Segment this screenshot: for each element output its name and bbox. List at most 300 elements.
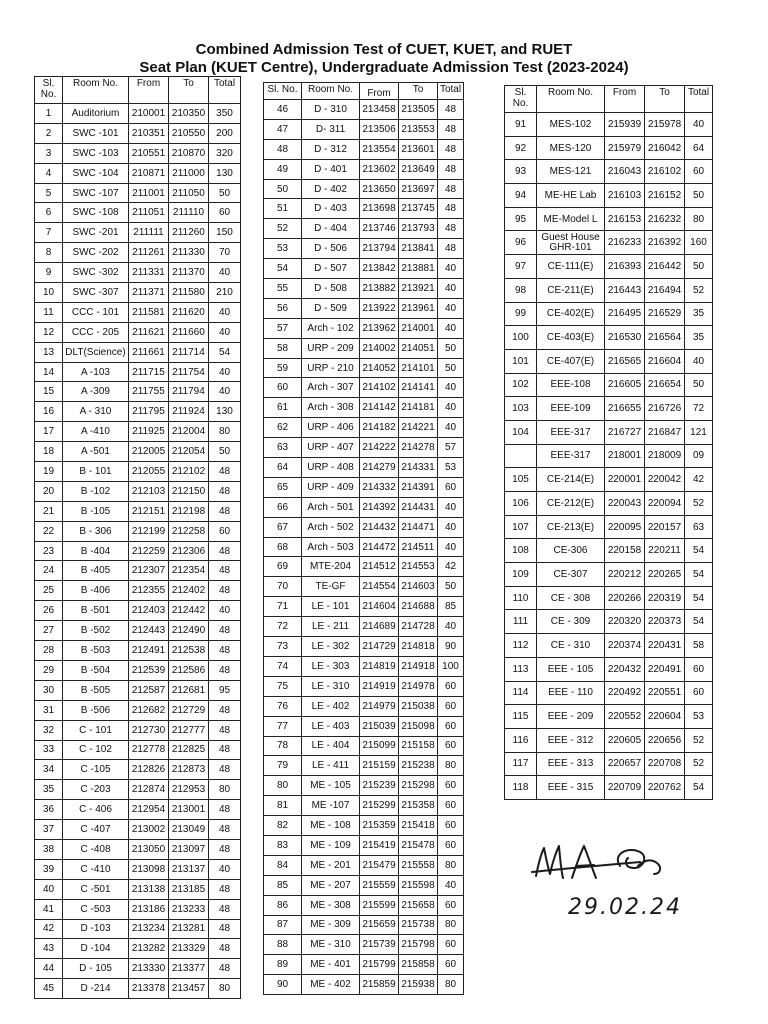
cell-to: 220656 <box>645 728 685 752</box>
cell-from: 210871 <box>129 163 169 183</box>
cell-from: 215979 <box>605 136 645 160</box>
cell-to: 211714 <box>169 342 209 362</box>
cell-sl-no: 49 <box>264 159 302 179</box>
table-row <box>35 362 241 382</box>
cell-from: 214392 <box>360 497 399 517</box>
cell-room-no: LE - 402 <box>302 696 360 716</box>
cell-from: 220492 <box>605 681 645 705</box>
cell-sl-no: 98 <box>505 278 537 302</box>
cell-total: 48 <box>209 581 241 601</box>
cell-total: 60 <box>438 736 464 756</box>
cell-sl-no: 95 <box>505 207 537 231</box>
cell-total: 100 <box>438 656 464 676</box>
cell-sl-no: 21 <box>35 501 63 521</box>
table-row <box>35 959 241 979</box>
table-row <box>35 402 241 422</box>
cell-from: 220374 <box>605 634 645 658</box>
cell-from: 213882 <box>360 279 399 299</box>
cell-sl-no: 29 <box>35 660 63 680</box>
table-row <box>505 302 713 326</box>
table-row <box>264 915 464 935</box>
table-row <box>264 895 464 915</box>
cell-room-no: EEE-317 <box>537 444 605 468</box>
cell-to: 216726 <box>645 397 685 421</box>
cell-room-no: B -502 <box>63 621 129 641</box>
cell-total: 48 <box>209 541 241 561</box>
cell-from: 210351 <box>129 123 169 143</box>
cell-from: 210551 <box>129 143 169 163</box>
table-row <box>505 397 713 421</box>
cell-total: 40 <box>438 617 464 637</box>
cell-to: 216564 <box>645 326 685 350</box>
cell-room-no: URP - 209 <box>302 338 360 358</box>
cell-from: 216103 <box>605 184 645 208</box>
cell-to: 214051 <box>399 338 438 358</box>
cell-room-no: EEE - 209 <box>537 705 605 729</box>
cell-total: 40 <box>209 601 241 621</box>
cell-to: 214101 <box>399 358 438 378</box>
cell-to: 214818 <box>399 637 438 657</box>
table-row <box>264 676 464 696</box>
cell-total: 80 <box>438 975 464 995</box>
cell-room-no: EEE - 110 <box>537 681 605 705</box>
cell-to: 213601 <box>399 139 438 159</box>
cell-from: 213186 <box>129 899 169 919</box>
cell-total: 40 <box>685 349 713 373</box>
table-row <box>264 617 464 637</box>
table-row <box>505 492 713 516</box>
cell-total: 320 <box>209 143 241 163</box>
cell-total: 85 <box>438 597 464 617</box>
cell-room-no: D- 311 <box>302 119 360 139</box>
cell-from: 212403 <box>129 601 169 621</box>
table-row <box>505 207 713 231</box>
cell-sl-no: 8 <box>35 243 63 263</box>
table-row <box>35 899 241 919</box>
seat-plan-table-part-1 <box>34 76 241 999</box>
table-row <box>505 657 713 681</box>
cell-from: 211261 <box>129 243 169 263</box>
cell-from: 215239 <box>360 776 399 796</box>
cell-sl-no: 106 <box>505 492 537 516</box>
cell-room-no: B -505 <box>63 680 129 700</box>
col-header-from: From <box>605 86 645 113</box>
table-row <box>505 610 713 634</box>
cell-to: 214918 <box>399 656 438 676</box>
cell-to: 215858 <box>399 955 438 975</box>
cell-from: 214819 <box>360 656 399 676</box>
cell-total: 40 <box>438 378 464 398</box>
cell-to: 216494 <box>645 278 685 302</box>
cell-sl-no: 24 <box>35 561 63 581</box>
table-row <box>35 820 241 840</box>
cell-room-no: EEE - 313 <box>537 752 605 776</box>
cell-sl-no: 74 <box>264 656 302 676</box>
table-row <box>35 700 241 720</box>
cell-to: 213097 <box>169 839 209 859</box>
cell-room-no: LE - 211 <box>302 617 360 637</box>
cell-room-no: B -501 <box>63 601 129 621</box>
cell-total: 40 <box>209 859 241 879</box>
cell-total: 50 <box>438 358 464 378</box>
cell-sl-no: 47 <box>264 119 302 139</box>
table-row <box>35 839 241 859</box>
cell-to: 214278 <box>399 438 438 458</box>
cell-total: 52 <box>685 278 713 302</box>
cell-from: 211051 <box>129 203 169 223</box>
cell-sl-no: 115 <box>505 705 537 729</box>
cell-sl-no: 86 <box>264 895 302 915</box>
cell-sl-no: 100 <box>505 326 537 350</box>
cell-to: 215598 <box>399 875 438 895</box>
cell-room-no: ME - 402 <box>302 975 360 995</box>
cell-sl-no: 28 <box>35 641 63 661</box>
cell-room-no: URP - 407 <box>302 438 360 458</box>
cell-sl-no: 93 <box>505 160 537 184</box>
cell-room-no: CE-212(E) <box>537 492 605 516</box>
cell-total: 60 <box>438 696 464 716</box>
cell-sl-no: 46 <box>264 100 302 120</box>
cell-total: 50 <box>209 183 241 203</box>
cell-room-no: ME - 109 <box>302 835 360 855</box>
cell-room-no: CE - 308 <box>537 586 605 610</box>
cell-room-no: D - 401 <box>302 159 360 179</box>
cell-sl-no: 37 <box>35 820 63 840</box>
cell-from: 215599 <box>360 895 399 915</box>
cell-sl-no: 26 <box>35 601 63 621</box>
cell-from: 212103 <box>129 481 169 501</box>
table-row <box>505 586 713 610</box>
cell-sl-no: 78 <box>264 736 302 756</box>
cell-sl-no: 117 <box>505 752 537 776</box>
cell-room-no: C -408 <box>63 839 129 859</box>
cell-to: 218009 <box>645 444 685 468</box>
cell-sl-no: 35 <box>35 780 63 800</box>
cell-total: 60 <box>685 160 713 184</box>
cell-to: 212681 <box>169 680 209 700</box>
cell-to: 216529 <box>645 302 685 326</box>
cell-from: 212443 <box>129 621 169 641</box>
cell-total: 48 <box>438 219 464 239</box>
cell-room-no: B - 306 <box>63 521 129 541</box>
cell-to: 214221 <box>399 418 438 438</box>
table-row <box>35 481 241 501</box>
cell-room-no: CE - 310 <box>537 634 605 658</box>
cell-sl-no: 10 <box>35 283 63 303</box>
cell-sl-no: 33 <box>35 740 63 760</box>
cell-sl-no: 79 <box>264 756 302 776</box>
table-row <box>264 517 464 537</box>
cell-sl-no: 85 <box>264 875 302 895</box>
table-row <box>264 696 464 716</box>
cell-to: 213921 <box>399 279 438 299</box>
cell-total: 58 <box>685 634 713 658</box>
cell-room-no: LE - 101 <box>302 597 360 617</box>
cell-to: 216847 <box>645 420 685 444</box>
cell-room-no: TE-GF <box>302 577 360 597</box>
cell-from: 212199 <box>129 521 169 541</box>
cell-sl-no: 109 <box>505 563 537 587</box>
cell-sl-no: 50 <box>264 179 302 199</box>
cell-total: 150 <box>209 223 241 243</box>
cell-from: 220001 <box>605 468 645 492</box>
cell-room-no: D - 403 <box>302 199 360 219</box>
table-row <box>35 660 241 680</box>
cell-sl-no: 65 <box>264 477 302 497</box>
cell-room-no: EEE-108 <box>537 373 605 397</box>
cell-to: 212198 <box>169 501 209 521</box>
cell-to: 215938 <box>399 975 438 995</box>
table-row <box>35 143 241 163</box>
cell-room-no: ME - 207 <box>302 875 360 895</box>
cell-sl-no: 90 <box>264 975 302 995</box>
cell-to: 215098 <box>399 716 438 736</box>
cell-to: 213233 <box>169 899 209 919</box>
cell-room-no: URP - 408 <box>302 458 360 478</box>
cell-sl-no: 113 <box>505 657 537 681</box>
handwritten-signature <box>528 838 708 920</box>
cell-from: 215859 <box>360 975 399 995</box>
cell-from: 220158 <box>605 539 645 563</box>
table-row <box>264 378 464 398</box>
table-row <box>35 581 241 601</box>
cell-room-no: B - 101 <box>63 462 129 482</box>
cell-room-no: CE-213(E) <box>537 515 605 539</box>
table-row <box>505 539 713 563</box>
cell-from: 212491 <box>129 641 169 661</box>
cell-from: 215099 <box>360 736 399 756</box>
cell-from: 212151 <box>129 501 169 521</box>
cell-total: 72 <box>685 397 713 421</box>
cell-from: 213050 <box>129 839 169 859</box>
cell-to: 212873 <box>169 760 209 780</box>
cell-to: 215358 <box>399 796 438 816</box>
table-row <box>505 160 713 184</box>
cell-total: 80 <box>438 915 464 935</box>
cell-from: 216153 <box>605 207 645 231</box>
cell-total: 40 <box>438 298 464 318</box>
cell-from: 213554 <box>360 139 399 159</box>
cell-from: 216233 <box>605 231 645 255</box>
cell-from: 216530 <box>605 326 645 350</box>
cell-room-no: Arch - 308 <box>302 398 360 418</box>
cell-total: 48 <box>209 939 241 959</box>
cell-total: 80 <box>438 855 464 875</box>
cell-to: 212953 <box>169 780 209 800</box>
cell-to: 214141 <box>399 378 438 398</box>
cell-room-no: C -203 <box>63 780 129 800</box>
cell-room-no: ME-HE Lab <box>537 184 605 208</box>
table-row <box>264 557 464 577</box>
cell-sl-no: 89 <box>264 955 302 975</box>
cell-from: 214472 <box>360 537 399 557</box>
cell-total: 40 <box>438 259 464 279</box>
cell-sl-no: 41 <box>35 899 63 919</box>
cell-from: 214689 <box>360 617 399 637</box>
cell-from: 214512 <box>360 557 399 577</box>
cell-to: 214001 <box>399 318 438 338</box>
table-row <box>505 776 713 800</box>
cell-total: 52 <box>685 492 713 516</box>
cell-sl-no: 31 <box>35 700 63 720</box>
cell-sl-no: 6 <box>35 203 63 223</box>
cell-total: 35 <box>685 326 713 350</box>
cell-sl-no: 27 <box>35 621 63 641</box>
cell-from: 220605 <box>605 728 645 752</box>
table-row <box>264 597 464 617</box>
cell-room-no: URP - 210 <box>302 358 360 378</box>
cell-from: 216393 <box>605 255 645 279</box>
cell-room-no: LE - 303 <box>302 656 360 676</box>
table-row <box>35 382 241 402</box>
cell-from: 213330 <box>129 959 169 979</box>
cell-total: 60 <box>209 521 241 541</box>
cell-room-no: CE-111(E) <box>537 255 605 279</box>
table-row <box>35 163 241 183</box>
cell-room-no: A -410 <box>63 422 129 442</box>
cell-sl-no: 66 <box>264 497 302 517</box>
cell-room-no: EEE-317 <box>537 420 605 444</box>
cell-to: 215658 <box>399 895 438 915</box>
cell-to: 216042 <box>645 136 685 160</box>
cell-room-no: B -504 <box>63 660 129 680</box>
cell-total: 60 <box>438 716 464 736</box>
cell-from: 214102 <box>360 378 399 398</box>
cell-to: 216392 <box>645 231 685 255</box>
table-row <box>35 104 241 124</box>
seat-plan-table-part-2 <box>263 82 464 995</box>
cell-total: 130 <box>209 402 241 422</box>
cell-sl-no: 56 <box>264 298 302 318</box>
cell-room-no: B -503 <box>63 641 129 661</box>
cell-to: 213649 <box>399 159 438 179</box>
cell-room-no: A -309 <box>63 382 129 402</box>
seat-plan-table-part-3 <box>504 85 713 800</box>
cell-room-no: MES-121 <box>537 160 605 184</box>
cell-from: 215159 <box>360 756 399 776</box>
cell-total: 121 <box>685 420 713 444</box>
table-row <box>264 975 464 995</box>
cell-room-no: URP - 406 <box>302 418 360 438</box>
cell-room-no: C -501 <box>63 879 129 899</box>
cell-sl-no: 80 <box>264 776 302 796</box>
cell-total: 54 <box>209 342 241 362</box>
cell-to: 215798 <box>399 935 438 955</box>
cell-to: 211260 <box>169 223 209 243</box>
table-row <box>264 318 464 338</box>
table-row <box>264 537 464 557</box>
cell-sl-no: 43 <box>35 939 63 959</box>
cell-sl-no: 44 <box>35 959 63 979</box>
cell-total: 52 <box>685 728 713 752</box>
cell-room-no: CE-214(E) <box>537 468 605 492</box>
col-header-total: Total <box>685 86 713 113</box>
cell-to: 220551 <box>645 681 685 705</box>
cell-from: 213650 <box>360 179 399 199</box>
cell-to: 213961 <box>399 298 438 318</box>
cell-sl-no: 63 <box>264 438 302 458</box>
cell-total: 40 <box>209 362 241 382</box>
cell-to: 212102 <box>169 462 209 482</box>
cell-sl-no: 48 <box>264 139 302 159</box>
cell-total: 64 <box>685 136 713 160</box>
cell-room-no: DLT(Science) <box>63 342 129 362</box>
table-row <box>35 720 241 740</box>
cell-to: 213745 <box>399 199 438 219</box>
table-row <box>264 159 464 179</box>
cell-from: 215039 <box>360 716 399 736</box>
cell-room-no: Guest House GHR-101 <box>537 231 605 255</box>
table-row <box>264 835 464 855</box>
table-row <box>505 705 713 729</box>
cell-total: 40 <box>438 418 464 438</box>
cell-sl-no: 38 <box>35 839 63 859</box>
cell-from: 214222 <box>360 438 399 458</box>
cell-total: 60 <box>438 935 464 955</box>
cell-from: 213922 <box>360 298 399 318</box>
cell-from: 216655 <box>605 397 645 421</box>
cell-total: 48 <box>209 501 241 521</box>
table-row <box>35 800 241 820</box>
cell-total: 80 <box>209 780 241 800</box>
table-row <box>264 438 464 458</box>
cell-sl-no: 9 <box>35 263 63 283</box>
signature-date: 29.02.24 <box>568 895 682 920</box>
table-row <box>35 223 241 243</box>
table-row <box>35 541 241 561</box>
cell-total: 60 <box>438 835 464 855</box>
cell-to: 220157 <box>645 515 685 539</box>
cell-room-no: EEE - 315 <box>537 776 605 800</box>
table-row <box>264 756 464 776</box>
cell-sl-no: 64 <box>264 458 302 478</box>
cell-room-no: B -105 <box>63 501 129 521</box>
cell-total: 210 <box>209 283 241 303</box>
table-row <box>264 935 464 955</box>
cell-total: 80 <box>209 422 241 442</box>
cell-sl-no: 75 <box>264 676 302 696</box>
cell-from: 216443 <box>605 278 645 302</box>
cell-room-no: B -405 <box>63 561 129 581</box>
cell-room-no: SWC -201 <box>63 223 129 243</box>
cell-to: 214553 <box>399 557 438 577</box>
cell-total: 54 <box>685 610 713 634</box>
cell-to: 212825 <box>169 740 209 760</box>
table-row <box>35 621 241 641</box>
cell-from: 214919 <box>360 676 399 696</box>
table-row <box>35 879 241 899</box>
cell-to: 210870 <box>169 143 209 163</box>
cell-room-no: Arch - 503 <box>302 537 360 557</box>
cell-room-no: LE - 403 <box>302 716 360 736</box>
cell-room-no: C - 406 <box>63 800 129 820</box>
cell-room-no: CE-306 <box>537 539 605 563</box>
cell-total: 80 <box>438 756 464 776</box>
cell-room-no: SWC -107 <box>63 183 129 203</box>
cell-room-no: ME - 401 <box>302 955 360 975</box>
cell-from: 213138 <box>129 879 169 899</box>
cell-from: 212587 <box>129 680 169 700</box>
cell-from: 220095 <box>605 515 645 539</box>
cell-to: 213329 <box>169 939 209 959</box>
cell-sl-no: 52 <box>264 219 302 239</box>
cell-total: 40 <box>438 875 464 895</box>
cell-total: 54 <box>685 586 713 610</box>
cell-sl-no: 112 <box>505 634 537 658</box>
table-row <box>264 776 464 796</box>
cell-to: 213137 <box>169 859 209 879</box>
col-header-to: To <box>399 83 438 100</box>
